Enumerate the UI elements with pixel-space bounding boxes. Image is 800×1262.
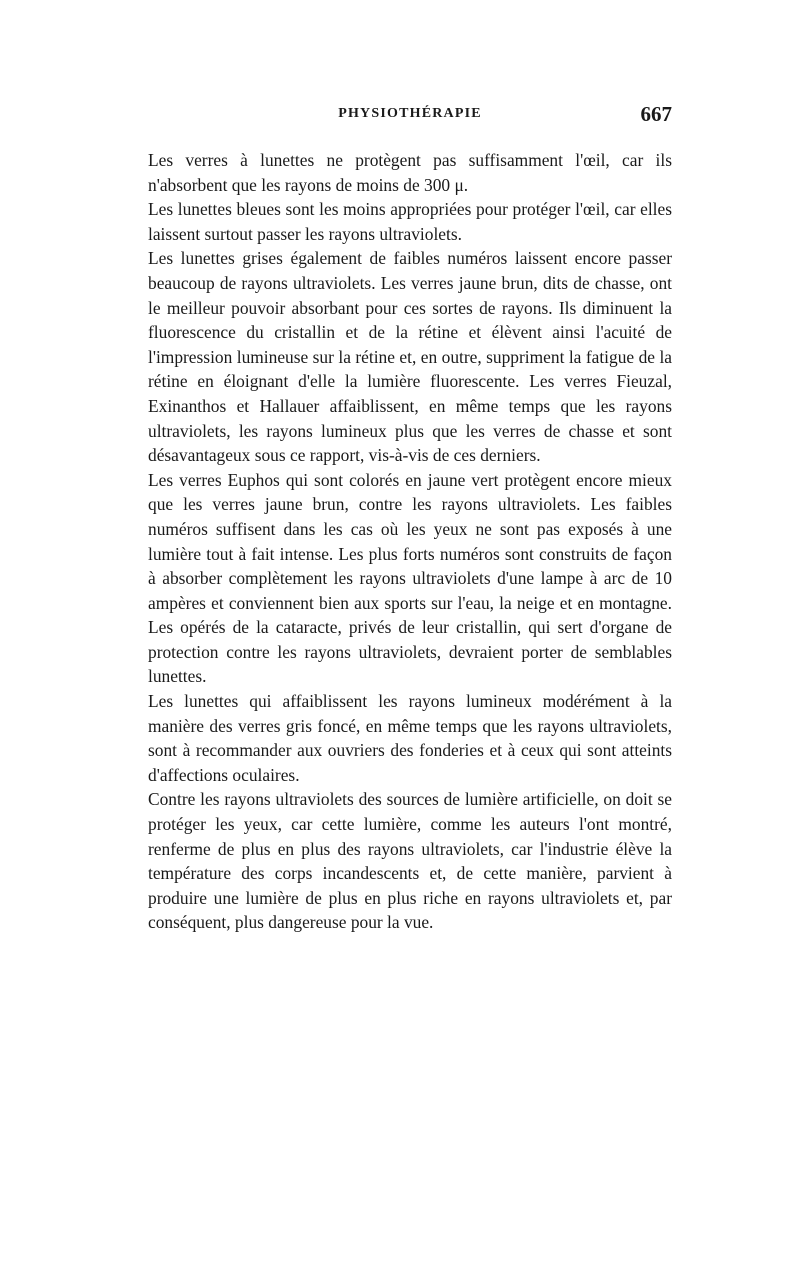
running-head [148,102,672,132]
paragraph: Les lunettes grises également de faibles numéros laissent encore passer beaucoup de rayons ultraviolets. Les verres jaune brun, dits de chasse, ont le meilleur pouvoir absorbant pour ces sortes de rayons. Ils diminuent la fluorescence du cristallin et de la rétine et élèvent ainsi l'acuité de l'impression lumineuse sur la rétine et, en outre, suppriment la fatigue de la rétine en éloignant d'elle la lumière fluorescente. Les verres Fieuzal, Exinanthos et Hallauer affaiblissent, en même temps que les rayons ultraviolets, les rayons lumineux plus que les verres de chasse et sont désavantageux sous ce rapport, vis-à-vis de ces derniers. [148,248,672,466]
paragraph: Les verres à lunettes ne protègent pas suffisamment l'œil, car ils n'absorbent que les rayons de moins de 300 μ. [148,150,672,195]
paragraph: Les lunettes bleues sont les moins appropriées pour protéger l'œil, car elles laissent surtout passer les rayons ultraviolets. [148,199,672,244]
page-number: 667 [640,102,672,126]
body-text [148,148,672,935]
paragraph: Contre les rayons ultraviolets des sources de lumière artificielle, on doit se protéger les yeux, car cette lumière, comme les auteurs l'ont montré, renferme de plus en plus des rayons ultraviolets, car l'industrie élève la température des corps incandescents et, de cette manière, parvient à produire une lumière de plus en plus riche en rayons ultraviolets et, par conséquent, plus dangereuse pour la vue. [148,789,672,933]
paragraph: Les verres Euphos qui sont colorés en jaune vert protègent encore mieux que les verres jaune brun, contre les rayons ultraviolets. Les faibles numéros suffisent dans les cas où les yeux ne sont pas exposés à une lumière tout à fait intense. Les plus forts numéros sont construits de façon à absorber complètement les rayons ultraviolets d'une lampe à arc de 10 ampères et conviennent bien aux sports sur l'eau, la neige et en montagne. Les opérés de la cataracte, privés de leur cristallin, qui sert d'organe de protection contre les rayons ultraviolets, devraient porter de semblables lunettes. [148,469,672,687]
running-title: PHYSIOTHÉRAPIE [338,106,482,121]
paragraph: Les lunettes qui affaiblissent les rayons lumineux modérément à la manière des verres gris foncé, en même temps que les rayons ultraviolets, sont à recommander aux ouvriers des fonderies et à ceux qui sont atteints d'affections oculaires. [148,691,672,785]
